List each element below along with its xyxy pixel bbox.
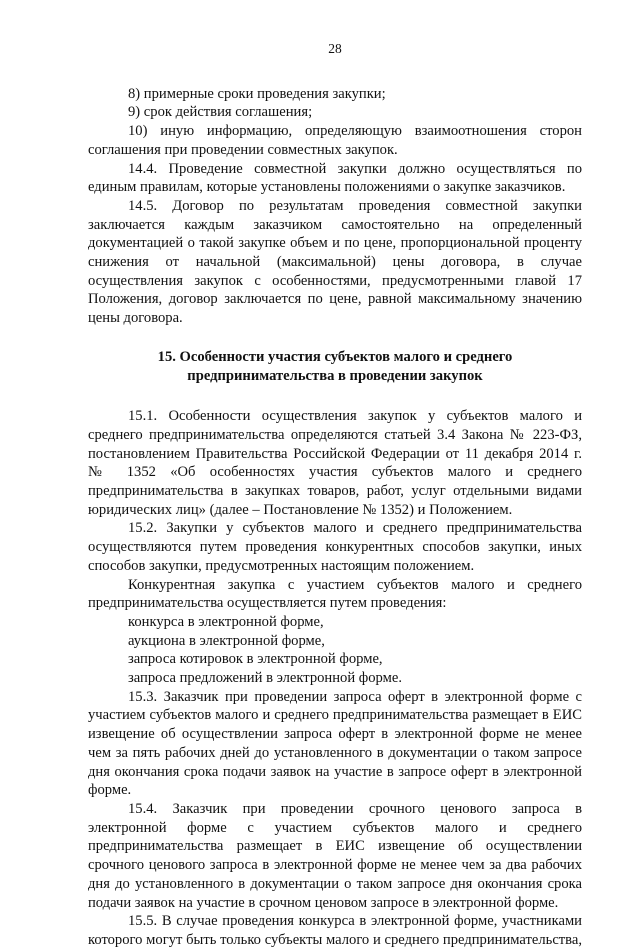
paragraph-competitive-procurement: Конкурентная закупка с участием субъектов малого и среднего предпринимательства осуществляется путем проведения: <box>88 576 582 612</box>
section-heading-line-1: 15. Особенности участия субъектов малого и среднего <box>157 348 513 365</box>
method-item: запроса предложений в электронной форме. <box>128 670 402 687</box>
paragraph-15-1: 15.1. Особенности осуществления закупок у субъектов малого и среднего предпринимательства определяются статьей 3.4 Закона № 223-ФЗ, постановлением Правительства Российской Федерации от 11 декабря 2014 г. № 1352 «Об особенностях участия субъектов малого и среднего предпринимательства в закупках товаров, работ, услуг отдельными видами юридических лиц» (далее – Постановление № 1352) и Положением. <box>88 408 582 518</box>
list-item-8: 8) примерные сроки проведения закупки; <box>128 85 386 102</box>
method-item: запроса котировок в электронной форме, <box>128 651 383 668</box>
page-number: 28 <box>328 41 342 56</box>
list-item-9: 9) срок действия соглашения; <box>128 104 313 121</box>
paragraph-15-5: 15.5. В случае проведения конкурса в электронной форме, участниками которого могут быть только субъекты малого и среднего предпринимательства, <box>88 913 582 948</box>
paragraph-15-3: 15.3. Заказчик при проведении запроса оферт в электронной форме с участием субъектов малого и среднего предпринимательства размещает в ЕИС извещение об осуществлении запроса оферт в электронной форме не менее чем за пять рабочих дней до установленного в документации о таком запросе дня окончания срока подачи заявок на участие в запросе оферт в электронной форме. <box>88 688 582 799</box>
section-15-heading <box>118 348 552 385</box>
method-item: конкурса в электронной форме, <box>128 613 324 630</box>
method-item: аукциона в электронной форме, <box>128 632 325 649</box>
paragraph-14-5: 14.5. Договор по результатам проведения совместной закупки заключается каждым заказчиком самостоятельно на определенный документацией о такой закупке объем и по цене, пропорциональной проценту снижения от начальной (максимальной) цены договора, в случае осуществления закупок с особенностями, предусмотренными главой 17 Положения, договор заключается по цене, равной максимальному значению цены договора. <box>88 197 582 327</box>
list-item-10: 10) иную информацию, определяющую взаимоотношения сторон соглашения при проведении совместных закупок. <box>88 123 582 158</box>
paragraph-14-4: 14.4. Проведение совместной закупки должно осуществляться по единым правилам, которые установлены положениями о закупке заказчиков. <box>88 160 582 196</box>
section-heading-line-2: предпринимательства в проведении закупок <box>187 367 483 384</box>
paragraph-15-2: 15.2. Закупки у субъектов малого и среднего предпринимательства осуществляются путем проведения конкурентных способов закупки, иных способов закупки, предусмотренных настоящим положением. <box>88 520 582 574</box>
paragraph-15-4: 15.4. Заказчик при проведении срочного ценового запроса в электронной форме с участием субъектов малого и среднего предпринимательства размещает в ЕИС извещение об осуществлении срочного ценового запроса в электронной форме не менее чем за два рабочих дня до установленного в документации о таком запросе дня окончания срока подачи заявок на участие в срочном ценовом запросе в электронной форме. <box>88 801 582 911</box>
